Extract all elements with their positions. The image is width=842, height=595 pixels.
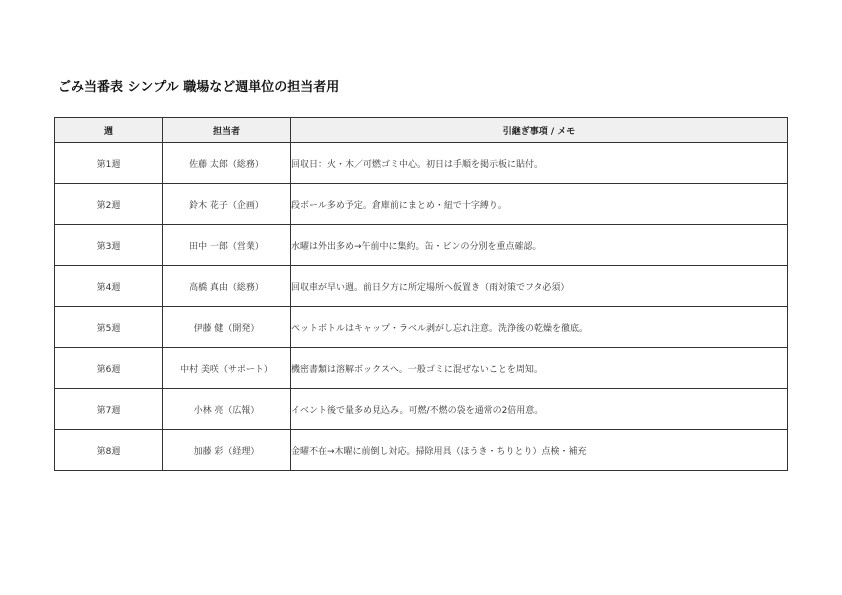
table-row <box>55 266 788 307</box>
duty-roster-table <box>54 117 788 471</box>
table-row <box>55 225 788 266</box>
memo-cell: イベント後で量多め見込み。可燃/不燃の袋を通常の2倍用意。 <box>291 389 788 430</box>
person-cell: 伊藤 健（開発） <box>163 307 291 348</box>
page-title: ごみ当番表 シンプル 職場など週単位の担当者用 <box>58 80 340 95</box>
week-cell: 第5週 <box>55 307 163 348</box>
table-row <box>55 430 788 471</box>
memo-cell: 金曜不在→木曜に前倒し対応。掃除用具（ほうき・ちりとり）点検・補充 <box>291 430 788 471</box>
memo-cell: 回収日：火・木／可燃ゴミ中心。初日は手順を掲示板に貼付。 <box>291 143 788 184</box>
table-row <box>55 307 788 348</box>
person-cell: 中村 美咲（サポート） <box>163 348 291 389</box>
table-row <box>55 184 788 225</box>
person-cell: 加藤 彩（経理） <box>163 430 291 471</box>
table-row <box>55 389 788 430</box>
memo-cell: 機密書類は溶解ボックスへ。一般ゴミに混ぜないことを周知。 <box>291 348 788 389</box>
memo-cell: 回収車が早い週。前日夕方に所定場所へ仮置き（雨対策でフタ必須） <box>291 266 788 307</box>
person-cell: 田中 一郎（営業） <box>163 225 291 266</box>
week-cell: 第7週 <box>55 389 163 430</box>
memo-cell: 水曜は外出多め→午前中に集約。缶・ビンの分別を重点確認。 <box>291 225 788 266</box>
person-cell: 鈴木 花子（企画） <box>163 184 291 225</box>
person-cell: 佐藤 太郎（総務） <box>163 143 291 184</box>
week-cell: 第4週 <box>55 266 163 307</box>
person-cell: 高橋 真由（総務） <box>163 266 291 307</box>
week-cell: 第2週 <box>55 184 163 225</box>
column-header-memo: 引継ぎ事項 / メモ <box>291 118 788 143</box>
memo-cell: ペットボトルはキャップ・ラベル剥がし忘れ注意。洗浄後の乾燥を徹底。 <box>291 307 788 348</box>
table-row <box>55 143 788 184</box>
week-cell: 第3週 <box>55 225 163 266</box>
header-row <box>55 118 788 143</box>
week-cell: 第6週 <box>55 348 163 389</box>
column-header-week: 週 <box>55 118 163 143</box>
person-cell: 小林 亮（広報） <box>163 389 291 430</box>
memo-cell: 段ボール多め予定。倉庫前にまとめ・紐で十字縛り。 <box>291 184 788 225</box>
column-header-person: 担当者 <box>163 118 291 143</box>
table-row <box>55 348 788 389</box>
week-cell: 第1週 <box>55 143 163 184</box>
week-cell: 第8週 <box>55 430 163 471</box>
